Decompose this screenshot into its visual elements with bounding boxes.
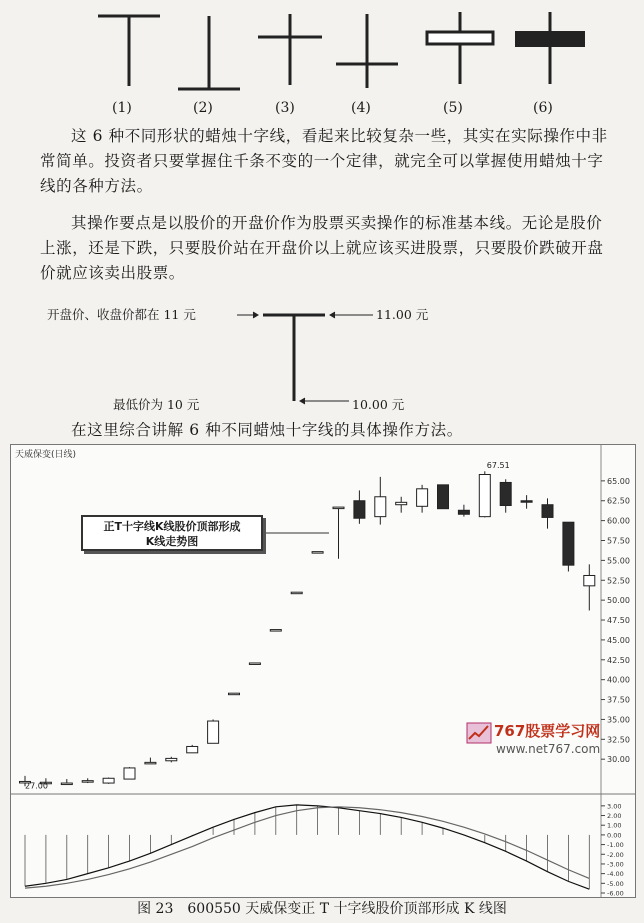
candle-body bbox=[396, 502, 407, 504]
low-value-label: 10.00 元 bbox=[352, 397, 405, 412]
price-tick-label: 35.00 bbox=[607, 715, 630, 725]
candle-body bbox=[333, 507, 344, 509]
price-tick-label: 37.50 bbox=[607, 695, 630, 705]
candle-body bbox=[458, 510, 469, 514]
macd-tick-label: -3.00 bbox=[607, 860, 624, 869]
candle-body bbox=[312, 552, 323, 554]
paragraph-1: 这 6 种不同形状的蜡烛十字线，看起来比较复杂一些，其实在实际操作中非常简单。投资者只要掌握住千条不变的一个定律，就完全可以掌握使用蜡烛十字线的各种方法。 bbox=[40, 127, 608, 195]
macd-tick-label: 3.00 bbox=[607, 802, 622, 811]
candle-body bbox=[438, 485, 449, 509]
candlestick-chart-panel bbox=[10, 444, 636, 898]
callout-line-1: 正T十字线K线股价顶部形成 bbox=[103, 520, 241, 533]
t-cross-diagram bbox=[0, 300, 644, 410]
low-annotation: 27.00 bbox=[25, 781, 48, 791]
macd-tick-label: -5.00 bbox=[607, 879, 624, 888]
candle-body bbox=[145, 762, 156, 764]
macd-tick-label: 1.00 bbox=[607, 821, 622, 830]
candle-body bbox=[500, 482, 511, 505]
open-close-label: 开盘价、收盘价都在 11 元 bbox=[47, 307, 196, 322]
candle-body bbox=[542, 505, 553, 518]
cross-shape-4 bbox=[336, 14, 398, 88]
price-tick-label: 57.50 bbox=[607, 536, 630, 546]
shape-label-4: (4) bbox=[351, 100, 371, 116]
candle-body bbox=[249, 663, 260, 665]
candle-body bbox=[166, 758, 177, 760]
candle-body bbox=[103, 778, 114, 783]
cross-shape-1 bbox=[98, 16, 160, 86]
price-tick-label: 30.00 bbox=[607, 755, 630, 765]
candle-body bbox=[229, 693, 240, 695]
price-tick-label: 52.50 bbox=[607, 576, 630, 586]
chart-logo-icon bbox=[466, 722, 492, 744]
price-tick-label: 42.50 bbox=[607, 655, 630, 665]
price-tick-label: 60.00 bbox=[607, 516, 630, 526]
candle-body bbox=[208, 721, 219, 743]
price-tick-label: 32.50 bbox=[607, 735, 630, 745]
macd-tick-label: -4.00 bbox=[607, 870, 624, 879]
site-watermark bbox=[466, 720, 626, 762]
candle-body bbox=[354, 501, 365, 518]
candle-body bbox=[61, 783, 72, 785]
high-annotation: 67.51 bbox=[486, 461, 510, 471]
candle-body bbox=[375, 497, 386, 517]
cross-shape-2 bbox=[178, 16, 240, 89]
candlestick-chart bbox=[11, 445, 635, 897]
watermark-url: www.net767.com bbox=[496, 742, 601, 756]
candle-body bbox=[291, 592, 302, 594]
candle-body bbox=[479, 474, 490, 516]
macd-tick-label: -2.00 bbox=[607, 850, 624, 859]
candle-body bbox=[563, 522, 574, 565]
paragraph-2: 其操作要点是以股价的开盘价作为股票买卖操作的标准基本线。无论是股价上涨，还是下跌，只要股价站在开盘价以上就应该买进股票，只要股价跌破开盘价就应该卖出股票。 bbox=[40, 214, 604, 282]
callout-line-2: K线走势图 bbox=[145, 535, 199, 548]
cross-shape-3 bbox=[258, 14, 322, 85]
macd-dif-line bbox=[25, 805, 589, 889]
stock-title: 天威保变(日线) bbox=[15, 450, 77, 460]
price-tick-label: 50.00 bbox=[607, 596, 630, 606]
shape-label-1: (1) bbox=[112, 100, 132, 116]
figure-caption: 图 23 600550 天威保变正 T 十字线股价顶部形成 K 线图 bbox=[137, 901, 507, 917]
shape-label-5: (5) bbox=[443, 100, 463, 116]
price-tick-label: 40.00 bbox=[607, 675, 630, 685]
candle-body bbox=[417, 489, 428, 506]
intro-text: 在这里综合讲解 6 种不同蜡烛十字线的具体操作方法。 bbox=[71, 421, 463, 439]
macd-tick-label: 0.00 bbox=[607, 831, 622, 840]
candle-body bbox=[124, 768, 135, 779]
shape-label-3: (3) bbox=[275, 100, 295, 116]
price-tick-label: 47.50 bbox=[607, 616, 630, 626]
low-price-label: 最低价为 10 元 bbox=[113, 397, 200, 412]
chart-callout bbox=[81, 515, 263, 551]
macd-tick-label: 2.00 bbox=[607, 812, 622, 821]
candle-body bbox=[584, 575, 595, 585]
cross-shape-5 bbox=[427, 12, 493, 84]
macd-dea-line bbox=[25, 807, 589, 888]
price-tick-label: 62.50 bbox=[607, 496, 630, 506]
cross-shape-6 bbox=[516, 12, 584, 84]
high-value-label: 11.00 元 bbox=[376, 307, 429, 322]
shape-label-6: (6) bbox=[533, 100, 553, 116]
price-tick-label: 65.00 bbox=[607, 476, 630, 486]
shape-label-2: (2) bbox=[193, 100, 213, 116]
candle-body bbox=[82, 781, 93, 783]
candle-body bbox=[521, 501, 532, 503]
macd-tick-label: -1.00 bbox=[607, 841, 624, 850]
watermark-title: 767股票学习网 bbox=[494, 722, 601, 740]
price-tick-label: 45.00 bbox=[607, 635, 630, 645]
macd-tick-label: -6.00 bbox=[607, 889, 624, 897]
candle-body bbox=[187, 746, 198, 752]
candle-body bbox=[270, 630, 281, 632]
price-tick-label: 55.00 bbox=[607, 556, 630, 566]
